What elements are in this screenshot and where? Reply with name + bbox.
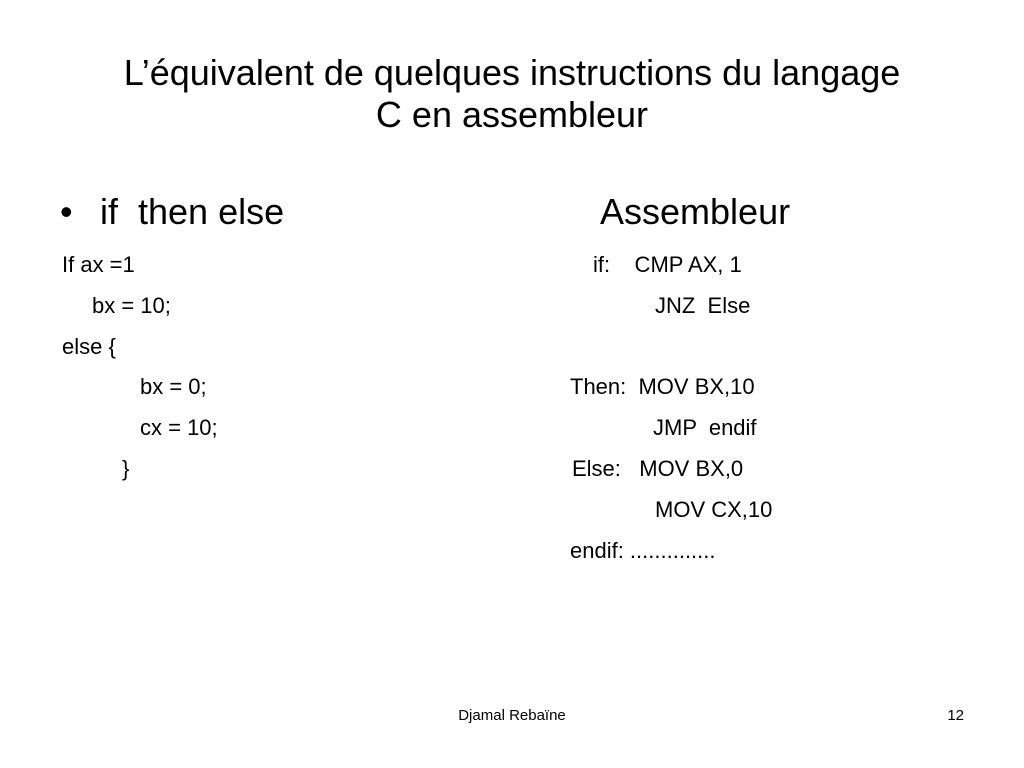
- footer-page-number: 12: [947, 707, 964, 724]
- c-code-line-2: bx = 10;: [92, 293, 171, 318]
- bullet-item: [60, 190, 284, 234]
- footer-author: Djamal Rebaïne: [458, 707, 566, 724]
- asm-code-line-6: MOV CX,10: [655, 497, 773, 522]
- asm-code-line-3: Then: MOV BX,10: [570, 374, 755, 399]
- bullet-dot-icon: •: [60, 191, 73, 232]
- slide-title: [40, 52, 984, 136]
- slide-title-line-2: C en assembleur: [375, 94, 649, 135]
- c-code-line-6: }: [122, 456, 130, 481]
- c-code-line-3: else {: [62, 334, 116, 359]
- c-code-line-1: If ax =1: [62, 252, 135, 277]
- asm-code-line-4: JMP endif: [653, 415, 757, 440]
- asm-code-line-5: Else: MOV BX,0: [572, 456, 744, 481]
- c-code-line-4: bx = 0;: [140, 374, 207, 399]
- asm-code-line-2: JNZ Else: [655, 293, 751, 318]
- assembler-heading: Assembleur: [600, 191, 791, 232]
- c-code-line-5: cx = 10;: [140, 415, 218, 440]
- asm-code-line-1: if: CMP AX, 1: [593, 252, 742, 277]
- slide-title-line-1: L’équivalent de quelques instructions du langage: [123, 52, 901, 93]
- asm-code-line-7: endif: ..............: [570, 538, 716, 563]
- bullet-text: if then else: [100, 191, 285, 232]
